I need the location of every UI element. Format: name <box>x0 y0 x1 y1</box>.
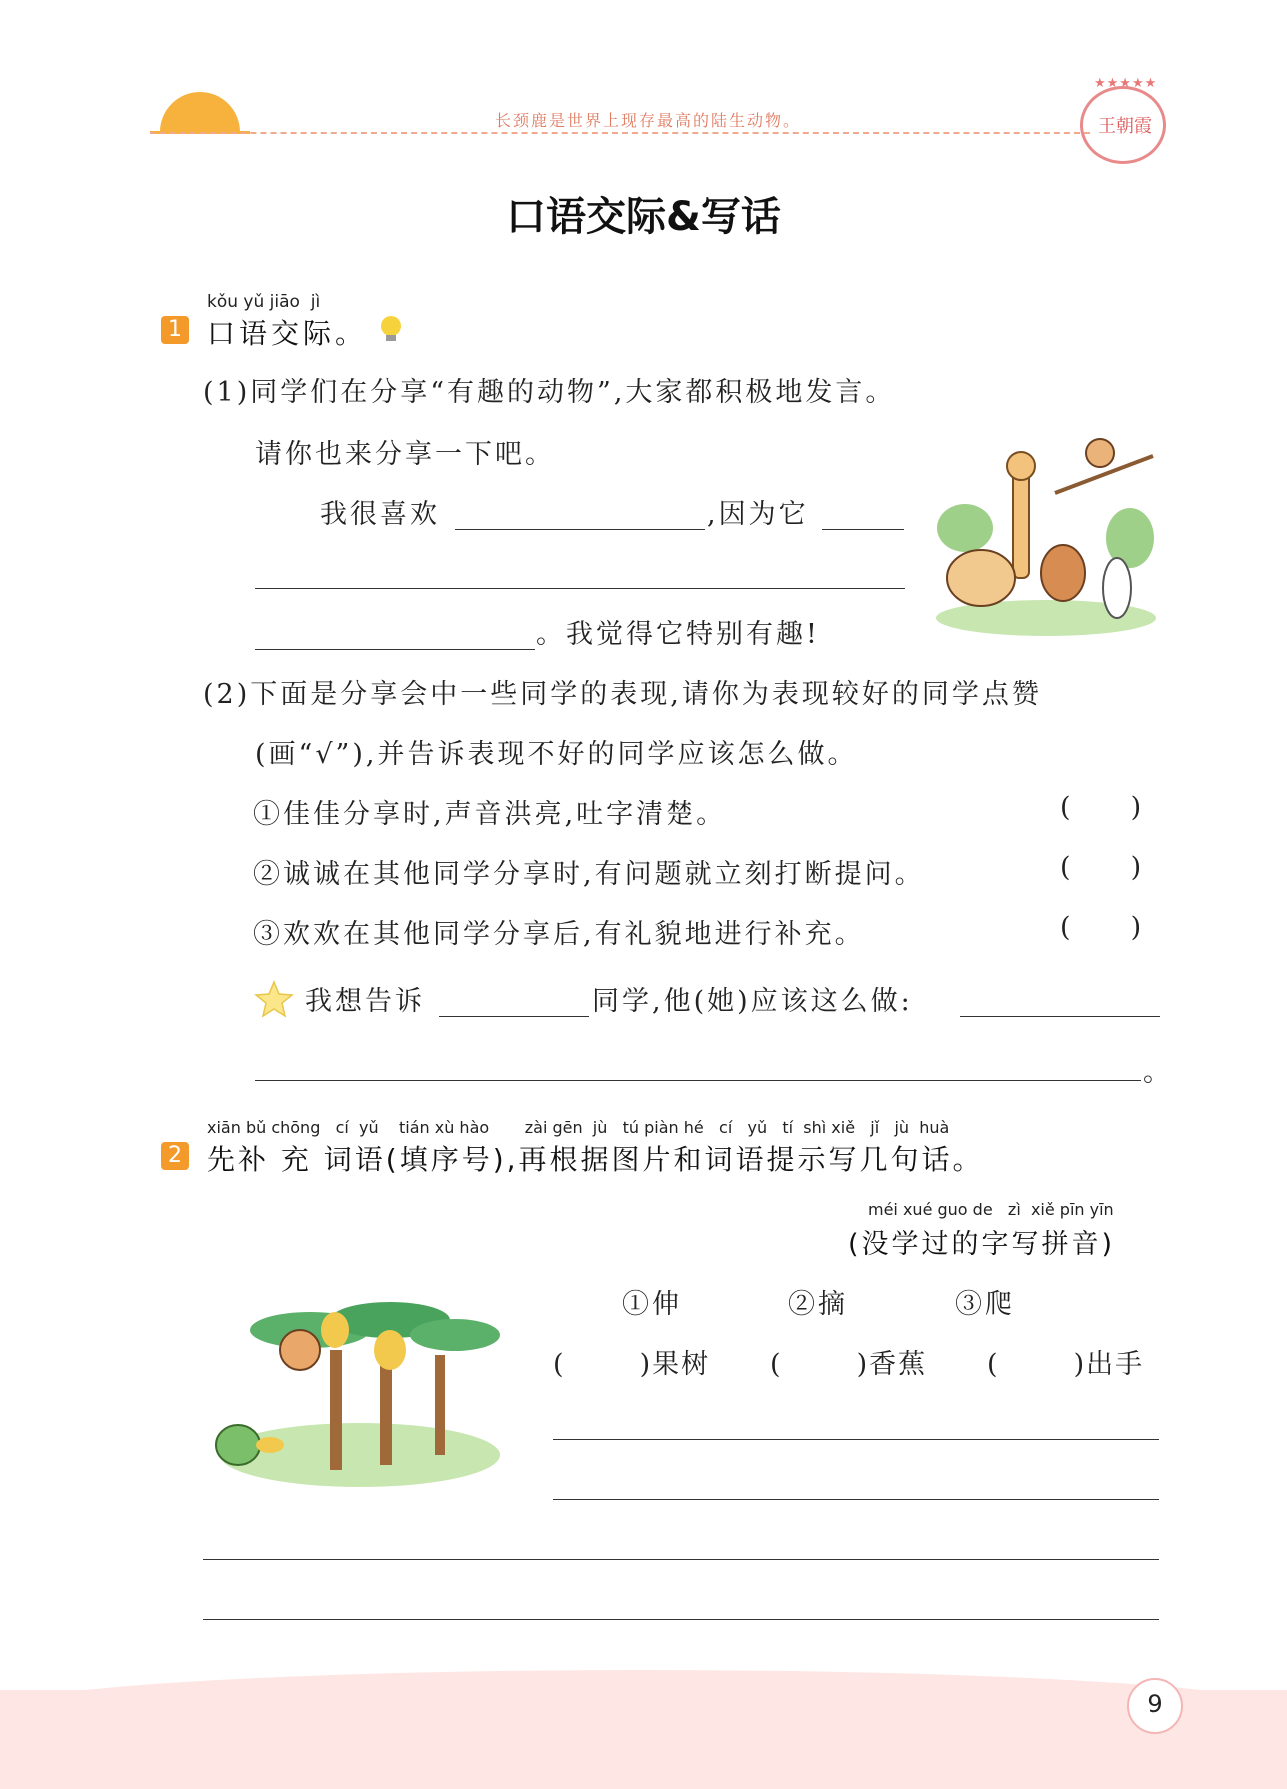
q1-item-2: ②诚诚在其他同学分享时,有问题就立刻打断提问。 <box>253 859 925 890</box>
q1-number-badge: 1 <box>161 316 189 344</box>
sun-logo-icon <box>160 92 240 132</box>
q1-part1-line1: (1)同学们在分享“有趣的动物”,大家都积极地发言。 <box>203 377 896 408</box>
page-number: 9 <box>1147 1690 1163 1718</box>
q1-tell-label-b: 同学,他(她)应该这么做: <box>592 986 913 1017</box>
page-title: 口语交际&写话 <box>506 194 781 240</box>
q1-tell-label-a: 我想告诉 <box>305 986 425 1017</box>
q1-item-3-answer[interactable]: ( ) <box>1060 912 1142 943</box>
q1-part2-line1: (2)下面是分享会中一些同学的表现,请你为表现较好的同学点赞 <box>203 679 1042 710</box>
animals-illustration <box>935 428 1157 636</box>
q2-writing-line-1[interactable] <box>553 1439 1159 1440</box>
q1-blank-animal[interactable] <box>455 529 705 530</box>
lightbulb-icon <box>378 314 404 344</box>
q2-option-2: ②摘 <box>788 1289 848 1320</box>
header-motto: 长颈鹿是世界上现存最高的陆生动物。 <box>495 111 802 130</box>
seal-stars: ★★★★★ <box>1094 76 1158 91</box>
seal-name: 王朝霞 <box>1098 116 1152 137</box>
q2-phrase-2[interactable]: ( )香蕉 <box>770 1349 928 1380</box>
q1-part1-line2: 请你也来分享一下吧。 <box>255 439 555 470</box>
q2-writing-line-2[interactable] <box>553 1499 1159 1500</box>
q1-blank-reason-line[interactable] <box>255 588 905 589</box>
q2-writing-line-4[interactable] <box>203 1619 1159 1620</box>
q1-item-2-answer[interactable]: ( ) <box>1060 852 1142 883</box>
q1-end-mark: 。 <box>1143 1057 1173 1088</box>
q2-option-1: ①伸 <box>622 1289 682 1320</box>
q2-note-pinyin: méi xué guo de zì xiě pīn yīn <box>868 1200 1114 1219</box>
q2-pinyin: xiān bǔ chōng cí yǔ tián xù hào zài gēn jù tú piàn hé cí yǔ tí shì xiě jǐ jù huà <box>207 1118 950 1137</box>
q1-pinyin: kǒu yǔ jiāo jì <box>207 292 321 312</box>
star-icon <box>254 980 294 1018</box>
q1-blank-reason-end[interactable] <box>255 649 535 650</box>
footer-band <box>0 1690 1287 1789</box>
q1-blank-advice-start[interactable] <box>960 1016 1160 1017</box>
q1-fill-label-c: 。我觉得它特别有趣! <box>536 619 820 650</box>
q1-blank-reason-start[interactable] <box>822 529 904 530</box>
q1-item-1: ①佳佳分享时,声音洪亮,吐字清楚。 <box>253 799 727 830</box>
q2-heading: 先补 充 词语(填序号),再根据图片和词语提示写几句话。 <box>207 1143 984 1176</box>
q1-blank-classmate[interactable] <box>439 1016 589 1017</box>
q1-item-3: ③欢欢在其他同学分享后,有礼貌地进行补充。 <box>253 919 865 950</box>
q1-item-1-answer[interactable]: ( ) <box>1060 792 1142 823</box>
q1-blank-advice-line[interactable] <box>255 1080 1141 1081</box>
q2-writing-line-3[interactable] <box>203 1559 1159 1560</box>
header-divider <box>150 132 1090 134</box>
q2-option-3: ③爬 <box>955 1289 1015 1320</box>
q2-phrase-3[interactable]: ( )出手 <box>987 1349 1145 1380</box>
monkey-banana-illustration <box>210 1290 510 1490</box>
q2-phrase-1[interactable]: ( )果树 <box>553 1349 711 1380</box>
q1-fill-label-a: 我很喜欢 <box>320 499 440 530</box>
q1-fill-label-b: ,因为它 <box>707 499 809 530</box>
q2-note: (没学过的字写拼音) <box>848 1229 1116 1260</box>
q2-number-badge: 2 <box>161 1142 189 1170</box>
q1-heading: 口语交际。 <box>207 317 368 350</box>
q1-part2-line2: (画“√”),并告诉表现不好的同学应该怎么做。 <box>255 739 858 770</box>
